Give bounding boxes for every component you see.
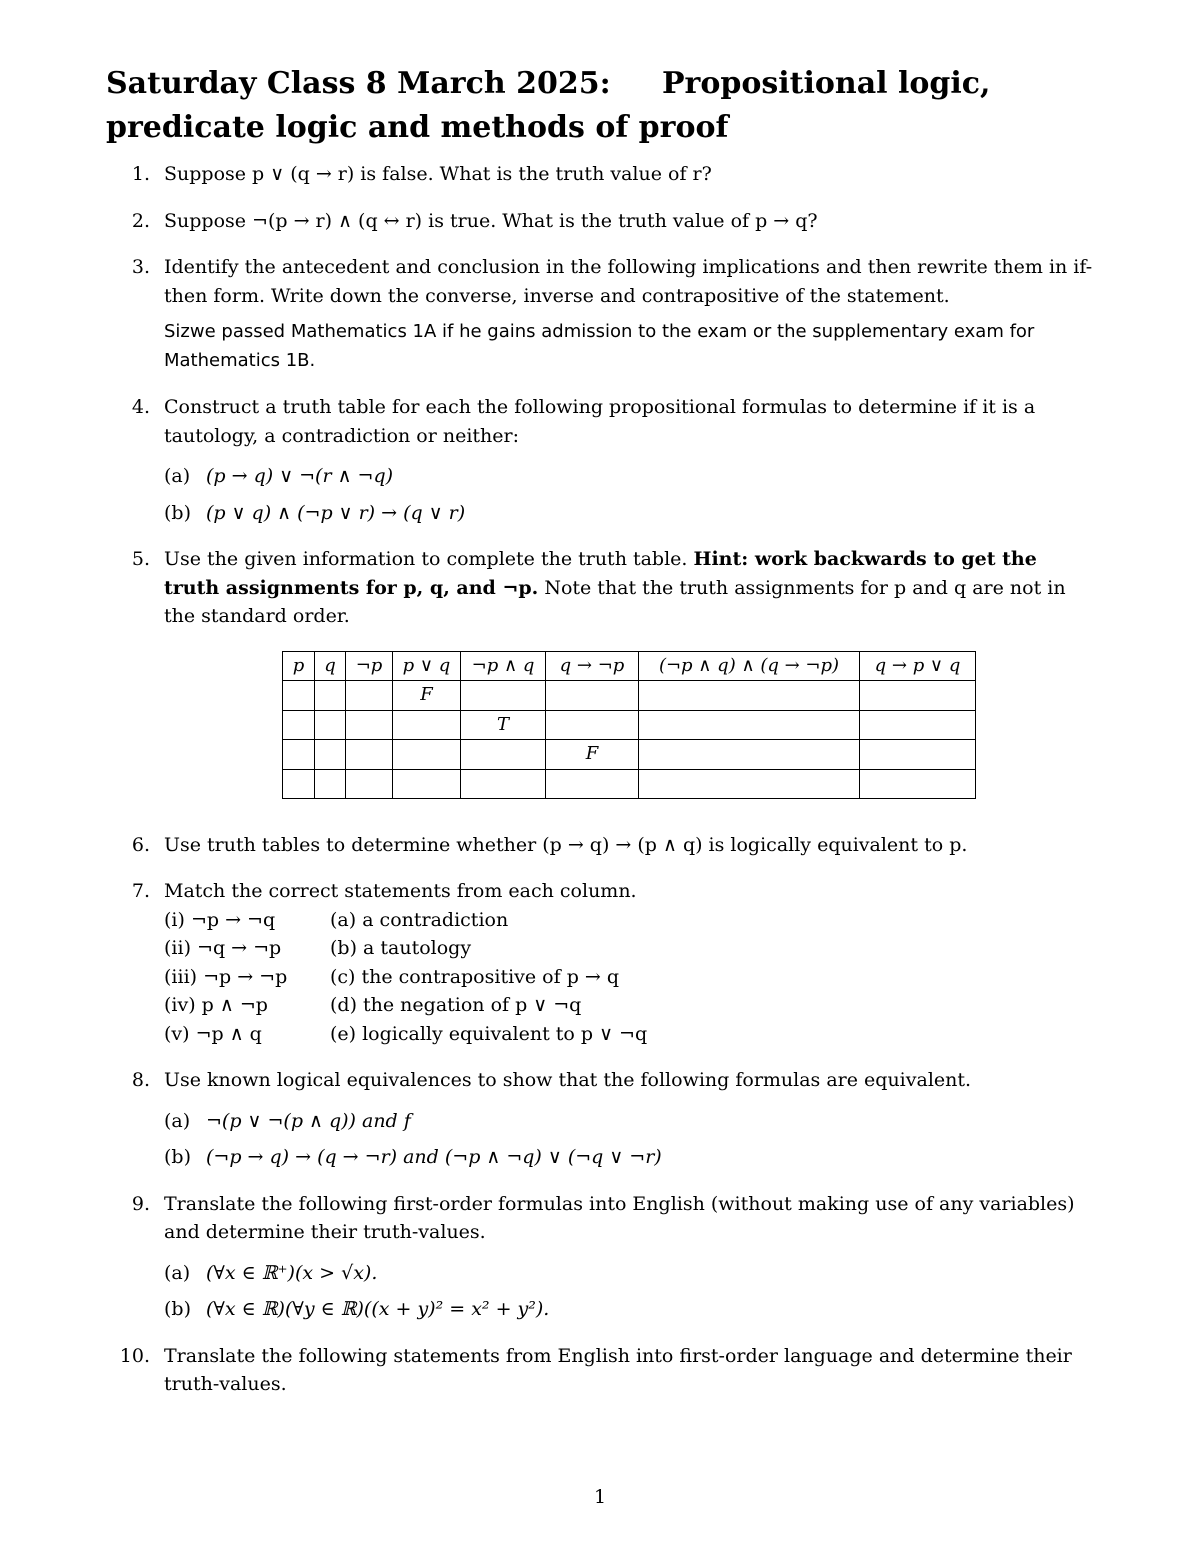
table-cell	[283, 710, 315, 740]
sub-part-b	[164, 499, 1094, 528]
matching-columns	[164, 906, 1094, 1049]
question-number: 8.	[131, 1069, 150, 1091]
table-cell	[315, 710, 346, 740]
question-number: 4.	[131, 396, 150, 418]
formula: (p → q) ∨ ¬(r ∧ ¬q)	[206, 465, 394, 487]
hint-text: Hint: work backwards to get the truth assignments for p, q, and ¬p.	[164, 548, 1037, 599]
sub-part-b	[164, 1295, 1094, 1324]
question-number: 9.	[131, 1192, 150, 1215]
left-item: (ii) ¬q → ¬p	[164, 937, 282, 959]
question-text-pre: Use the given information to complete the truth table.	[164, 548, 688, 570]
question-number: 10.	[119, 1344, 150, 1367]
right-item: (e) logically equivalent to p ∨ ¬q	[330, 1022, 648, 1045]
question-number: 7.	[131, 880, 150, 902]
table-cell	[393, 769, 461, 798]
question-4	[106, 393, 1094, 527]
table-cell	[461, 769, 546, 798]
table-cell	[283, 681, 315, 711]
question-number: 3.	[131, 256, 150, 278]
question-text: Match the correct statements from each column.	[164, 880, 637, 902]
question-number: 1.	[131, 163, 150, 185]
table-cell	[346, 681, 393, 711]
question-text: Use known logical equivalences to show that the following formulas are equivalent.	[164, 1069, 972, 1091]
sub-part-label: (b)	[164, 501, 191, 524]
sub-part-label: (b)	[164, 1146, 191, 1168]
right-item: (c) the contrapositive of p → q	[330, 965, 620, 988]
column-header: q	[315, 651, 346, 681]
formula: (∀x ∈ ℝ)(∀y ∈ ℝ)((x + y)² = x² + y²).	[206, 1298, 550, 1320]
column-header: p ∨ q	[393, 651, 461, 681]
sub-parts	[164, 1259, 1094, 1324]
column-header: ¬p ∧ q	[461, 651, 546, 681]
column-header: p	[283, 651, 315, 681]
formula: (∀x ∈ ℝ⁺)(x > √x).	[206, 1261, 378, 1284]
formula: (p ∨ q) ∧ (¬p ∨ r) → (q ∨ r)	[206, 501, 466, 524]
column-header: (¬p ∧ q) ∧ (q → ¬p)	[639, 651, 860, 681]
right-item: (d) the negation of p ∨ ¬q	[330, 994, 582, 1016]
sub-part-label: (a)	[164, 1261, 191, 1284]
formula: (¬p → q) → (q → ¬r) and (¬p ∧ ¬q) ∨ (¬q ∨ ¬r)	[206, 1146, 662, 1168]
question-text: Identify the antecedent and conclusion in the following implications and then rewrite them in if-then form. Write down the converse, inverse and contrapositive of the statement.	[164, 256, 1093, 307]
question-10	[106, 1342, 1094, 1399]
column-header: q → p ∨ q	[860, 651, 976, 681]
table-cell	[639, 681, 860, 711]
page-title	[106, 62, 1094, 150]
sub-part-a	[164, 462, 1094, 491]
formula: ¬(p ∨ ¬(p ∧ q)) and f	[206, 1109, 411, 1132]
left-item: (iii) ¬p → ¬p	[164, 965, 288, 988]
question-number: 5.	[131, 548, 150, 570]
question-text: Translate the following statements from English into first-order language and determine their truth-values.	[164, 1344, 1072, 1395]
sub-part-a	[164, 1107, 1094, 1136]
table-cell	[346, 710, 393, 740]
question-number: 2.	[131, 209, 150, 232]
question-7	[106, 877, 1094, 1048]
table-cell	[346, 769, 393, 798]
table-cell	[315, 681, 346, 711]
right-item: (a) a contradiction	[330, 908, 509, 931]
question-text	[164, 545, 1094, 631]
table-cell	[860, 769, 976, 798]
title-part-1: Saturday Class 8 March 2025:	[106, 66, 611, 101]
table-cell	[546, 769, 639, 798]
table-cell: F	[393, 681, 461, 711]
question-9	[106, 1190, 1094, 1324]
table-row	[283, 710, 976, 740]
table-row	[283, 769, 976, 798]
table-cell	[546, 710, 639, 740]
title-part-2: Propositional logic, predicate logic and methods of proof	[106, 66, 991, 145]
table-cell	[461, 681, 546, 711]
table-cell	[346, 740, 393, 770]
question-text: Suppose p ∨ (q → r) is false. What is the truth value of r?	[164, 163, 712, 185]
question-text: Construct a truth table for each the following propositional formulas to determine if it is a tautology, a contradiction or neither:	[164, 396, 1036, 447]
table-row	[283, 681, 976, 711]
question-1	[106, 160, 1094, 189]
sub-part-label: (a)	[164, 465, 191, 487]
table-cell	[639, 769, 860, 798]
table-cell	[639, 740, 860, 770]
table-cell	[546, 681, 639, 711]
table-cell	[315, 769, 346, 798]
question-text: Suppose ¬(p → r) ∧ (q ↔ r) is true. What is the truth value of p → q?	[164, 209, 818, 232]
table-cell	[860, 740, 976, 770]
left-item: (iv) p ∧ ¬p	[164, 994, 268, 1016]
sub-part-label: (b)	[164, 1298, 191, 1320]
truth-table	[282, 651, 976, 799]
question-2	[106, 207, 1094, 236]
table-cell: F	[546, 740, 639, 770]
question-5	[106, 545, 1094, 799]
table-cell	[393, 710, 461, 740]
table-cell	[315, 740, 346, 770]
table-cell	[393, 740, 461, 770]
table-header-row	[283, 651, 976, 681]
table-cell	[639, 710, 860, 740]
table-cell	[461, 740, 546, 770]
sub-parts	[164, 1107, 1094, 1172]
left-item: (v) ¬p ∧ q	[164, 1022, 262, 1045]
table-cell	[860, 710, 976, 740]
question-3	[106, 253, 1094, 375]
left-item: (i) ¬p → ¬q	[164, 908, 276, 931]
table-cell	[860, 681, 976, 711]
table-row	[283, 740, 976, 770]
column-header: q → ¬p	[546, 651, 639, 681]
statement-text: Sizwe passed Mathematics 1A if he gains admission to the exam or the supplementary exam for Mathematics 1B.	[164, 321, 1035, 371]
sub-part-label: (a)	[164, 1109, 191, 1132]
question-text: Translate the following first-order formulas into English (without making use of any variables) and determine their truth-values.	[164, 1192, 1075, 1243]
question-6	[106, 831, 1094, 860]
table-cell	[283, 740, 315, 770]
sub-parts	[164, 462, 1094, 527]
page-number: 1	[593, 1486, 607, 1508]
document-page	[106, 62, 1094, 1482]
question-number: 6.	[131, 833, 150, 856]
column-header: ¬p	[346, 651, 393, 681]
sub-part-a	[164, 1259, 1094, 1288]
question-8	[106, 1066, 1094, 1172]
sub-part-b	[164, 1143, 1094, 1172]
right-item: (b) a tautology	[330, 937, 472, 959]
table-cell: T	[461, 710, 546, 740]
question-text: Use truth tables to determine whether (p → q) → (p ∧ q) is logically equivalent to p.	[164, 833, 968, 856]
question-text-post: Note that the truth assignments for p and q are not in the standard order.	[164, 576, 1066, 627]
table-cell	[283, 769, 315, 798]
